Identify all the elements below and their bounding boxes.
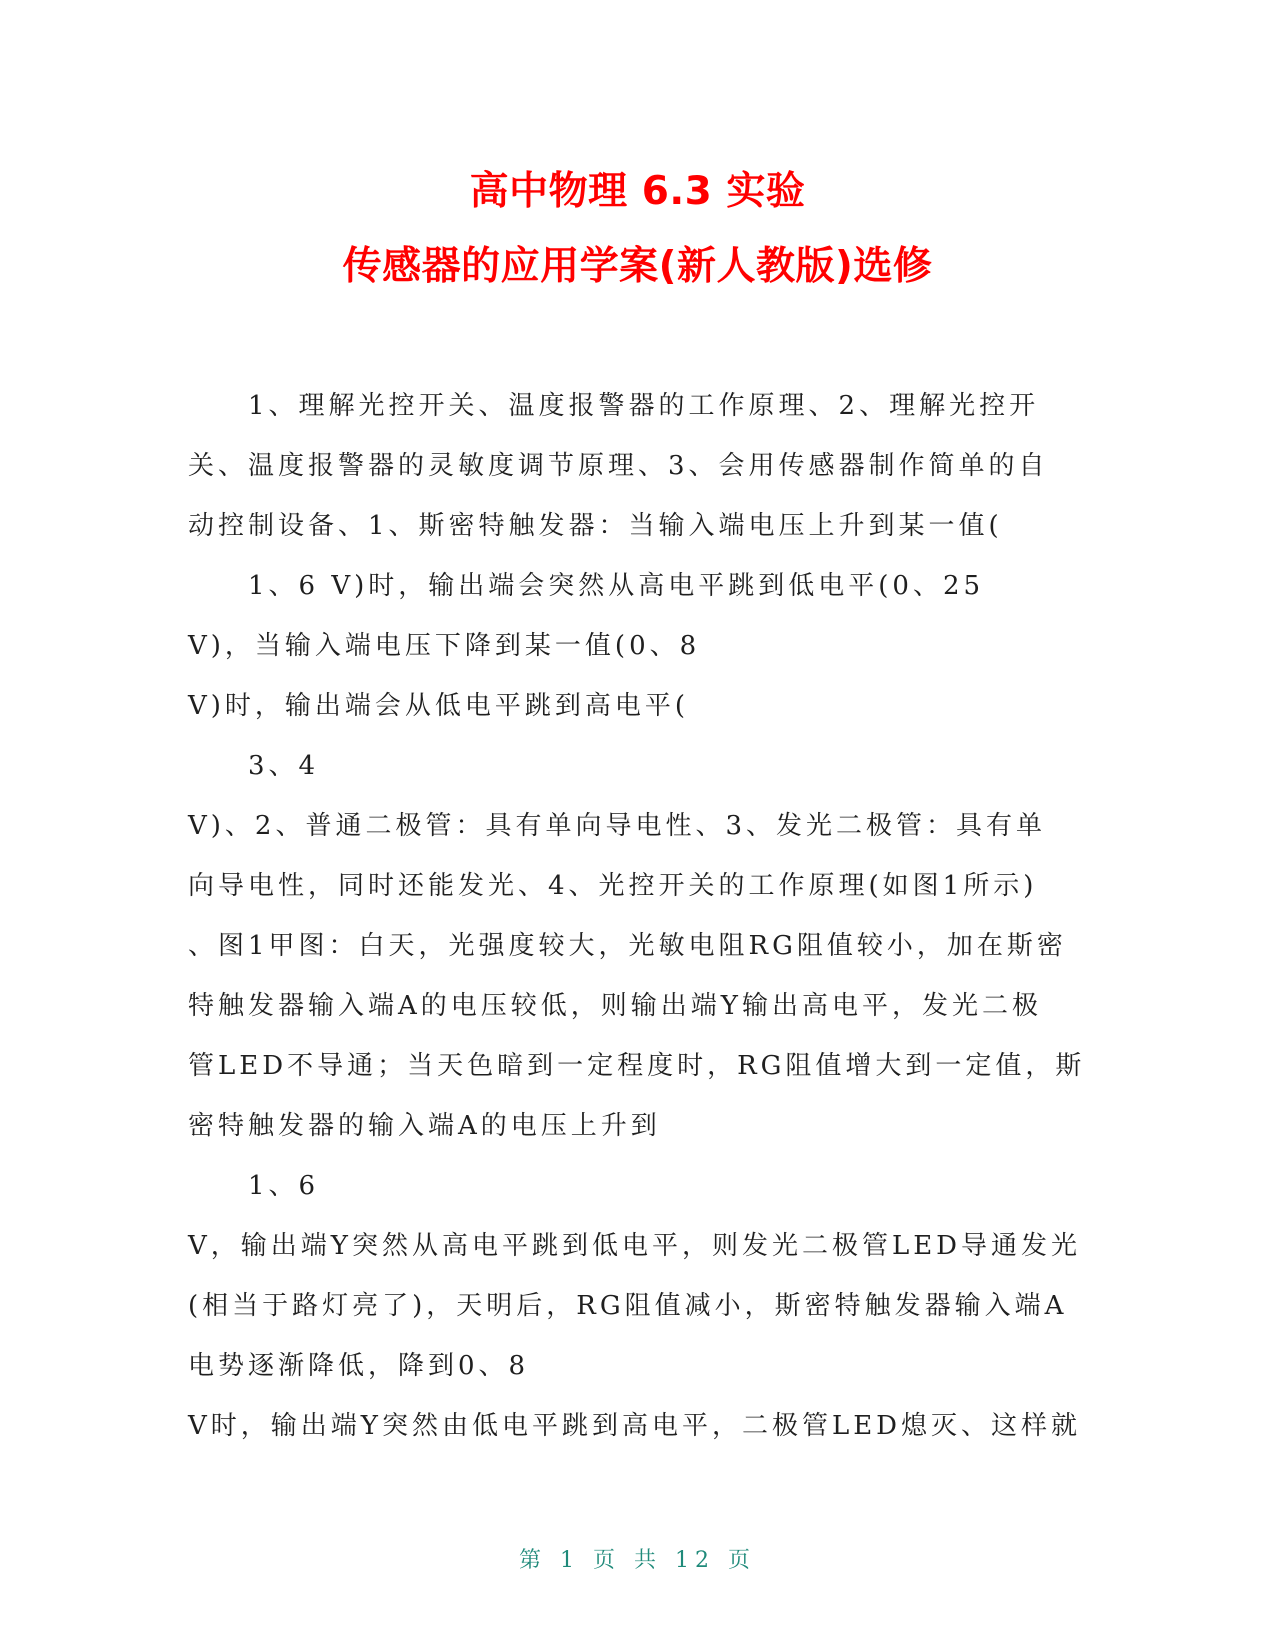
body-line: 密特触发器的输入端A的电压上升到 bbox=[188, 1111, 661, 1141]
document-body bbox=[188, 376, 1088, 1456]
body-line: 管LED不导通；当天色暗到一定程度时，RG阻值增大到一定值，斯 bbox=[188, 1051, 1086, 1081]
body-line: 1、6 V)时，输出端会突然从高电平跳到低电平(0、25 bbox=[248, 571, 985, 601]
body-line: 关、温度报警器的灵敏度调节原理、3、会用传感器制作简单的自 bbox=[188, 451, 1049, 481]
body-line: V)，当输入端电压下降到某一值(0、8 bbox=[188, 631, 701, 661]
body-line: V)时，输出端会从低电平跳到高电平( bbox=[188, 691, 690, 721]
body-line: V)、2、普通二极管：具有单向导电性、3、发光二极管：具有单 bbox=[188, 811, 1047, 841]
body-line: 电势逐渐降低，降到0、8 bbox=[188, 1351, 530, 1381]
body-line: 特触发器输入端A的电压较低，则输出端Y输出高电平，发光二极 bbox=[188, 991, 1042, 1021]
body-line: V，输出端Y突然从高电平跳到低电平，则发光二极管LED导通发光 bbox=[188, 1231, 1082, 1261]
body-line: 1、理解光控开关、温度报警器的工作原理、2、理解光控开 bbox=[248, 391, 1040, 421]
body-line: 、图1甲图：白天，光强度较大，光敏电阻RG阻值较小，加在斯密 bbox=[188, 931, 1067, 961]
body-line: 3、4 bbox=[248, 751, 320, 781]
document-title-line-2: 传感器的应用学案(新人教版)选修 bbox=[342, 244, 933, 289]
body-line: 向导电性，同时还能发光、4、光控开关的工作原理(如图1所示) bbox=[188, 871, 1038, 901]
body-line: (相当于路灯亮了)，天明后，RG阻值减小，斯密特触发器输入端A bbox=[188, 1291, 1068, 1321]
body-line: 动控制设备、1、斯密特触发器：当输入端电压上升到某一值( bbox=[188, 511, 1003, 541]
body-line: V时，输出端Y突然由低电平跳到高电平，二极管LED熄灭、这样就 bbox=[188, 1411, 1082, 1441]
body-line: 1、6 bbox=[248, 1171, 320, 1201]
page-number-footer: 第 1 页 共 12 页 bbox=[519, 1548, 756, 1573]
document-title-line-1: 高中物理 6.3 实验 bbox=[469, 169, 806, 214]
